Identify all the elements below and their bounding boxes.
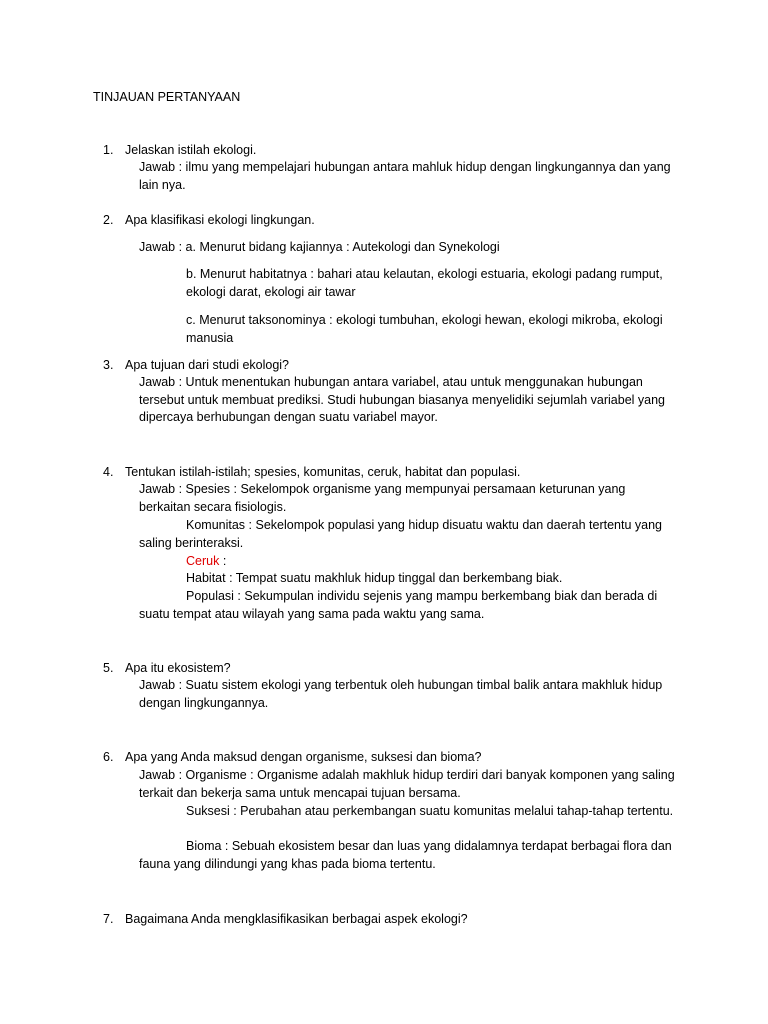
answer-4-habitat: Habitat : Tempat suatu makhluk hidup tinggal dan berkembang biak. (186, 571, 563, 585)
question-number: 5. (103, 661, 114, 675)
question-number: 4. (103, 465, 114, 479)
question-number: 7. (103, 912, 114, 926)
question-text: Apa klasifikasi ekologi lingkungan. (125, 213, 315, 227)
question-text: Jelaskan istilah ekologi. (125, 143, 257, 157)
question-number: 3. (103, 358, 114, 372)
question-text: Apa yang Anda maksud dengan organisme, suksesi dan bioma? (125, 750, 482, 764)
ceruk-colon: : (219, 554, 227, 568)
answer-2c: c. Menurut taksonominya : ekologi tumbuhan, ekologi hewan, ekologi mikroba, ekologi manusia (186, 313, 663, 345)
question-number: 1. (103, 143, 114, 157)
answer-1: Jawab : ilmu yang mempelajari hubungan antara mahluk hidup dengan lingkungannya dan yang lain nya. (139, 160, 671, 192)
document-title: TINJAUAN PERTANYAAN (93, 90, 241, 104)
answer-6-suksesi: Suksesi : Perubahan atau perkembangan suatu komunitas melalui tahap-tahap tertentu. (186, 804, 674, 818)
answer-4-komunitas: Komunitas : Sekelompok populasi yang hidup disuatu waktu dan daerah tertentu yang saling berinteraksi. (139, 518, 663, 550)
question-text: Tentukan istilah-istilah; spesies, komunitas, ceruk, habitat dan populasi. (125, 465, 521, 479)
answer-5: Jawab : Suatu sistem ekologi yang terbentuk oleh hubungan timbal balik antara makhluk hidup dengan lingkungannya. (139, 678, 663, 710)
answer-6-organisme: Jawab : Organisme : Organisme adalah makhluk hidup terdiri dari banyak komponen yang saling terkait dan bekerja sama untuk mencapai tujuan bersama. (139, 768, 675, 800)
question-text: Apa itu ekosistem? (125, 661, 231, 675)
question-text: Apa tujuan dari studi ekologi? (125, 358, 290, 372)
answer-4-ceruk (139, 553, 679, 571)
ceruk-label: Ceruk (186, 554, 220, 568)
question-number: 6. (103, 750, 114, 764)
answer-4-spesies: Jawab : Spesies : Sekelompok organisme yang mempunyai persamaan keturunan yang berkaitan secara fisiologis. (139, 482, 626, 514)
answer-3: Jawab : Untuk menentukan hubungan antara variabel, atau untuk menggunakan hubungan tersebut untuk membuat prediksi. Studi hubungan biasanya menyelidiki sejumlah variabel yang dipercaya berhubungan dengan suatu variabel mayor. (139, 375, 666, 424)
answer-4-populasi: Populasi : Sekumpulan individu sejenis yang mampu berkembang biak dan berada di suatu tempat atau wilayah yang sama pada waktu yang sama. (139, 589, 658, 621)
answer-2b: b. Menurut habitatnya : bahari atau kelautan, ekologi estuaria, ekologi padang rumput, ekologi darat, ekologi air tawar (186, 267, 663, 299)
question-number: 2. (103, 213, 114, 227)
question-text: Bagaimana Anda mengklasifikasikan berbagai aspek ekologi? (125, 912, 468, 926)
answer-6-bioma: Bioma : Sebuah ekosistem besar dan luas yang didalamnya terdapat berbagai flora dan fauna yang dilindungi yang khas pada bioma tertentu. (139, 839, 672, 871)
answer-2a: Jawab : a. Menurut bidang kajiannya : Autekologi dan Synekologi (139, 240, 500, 254)
